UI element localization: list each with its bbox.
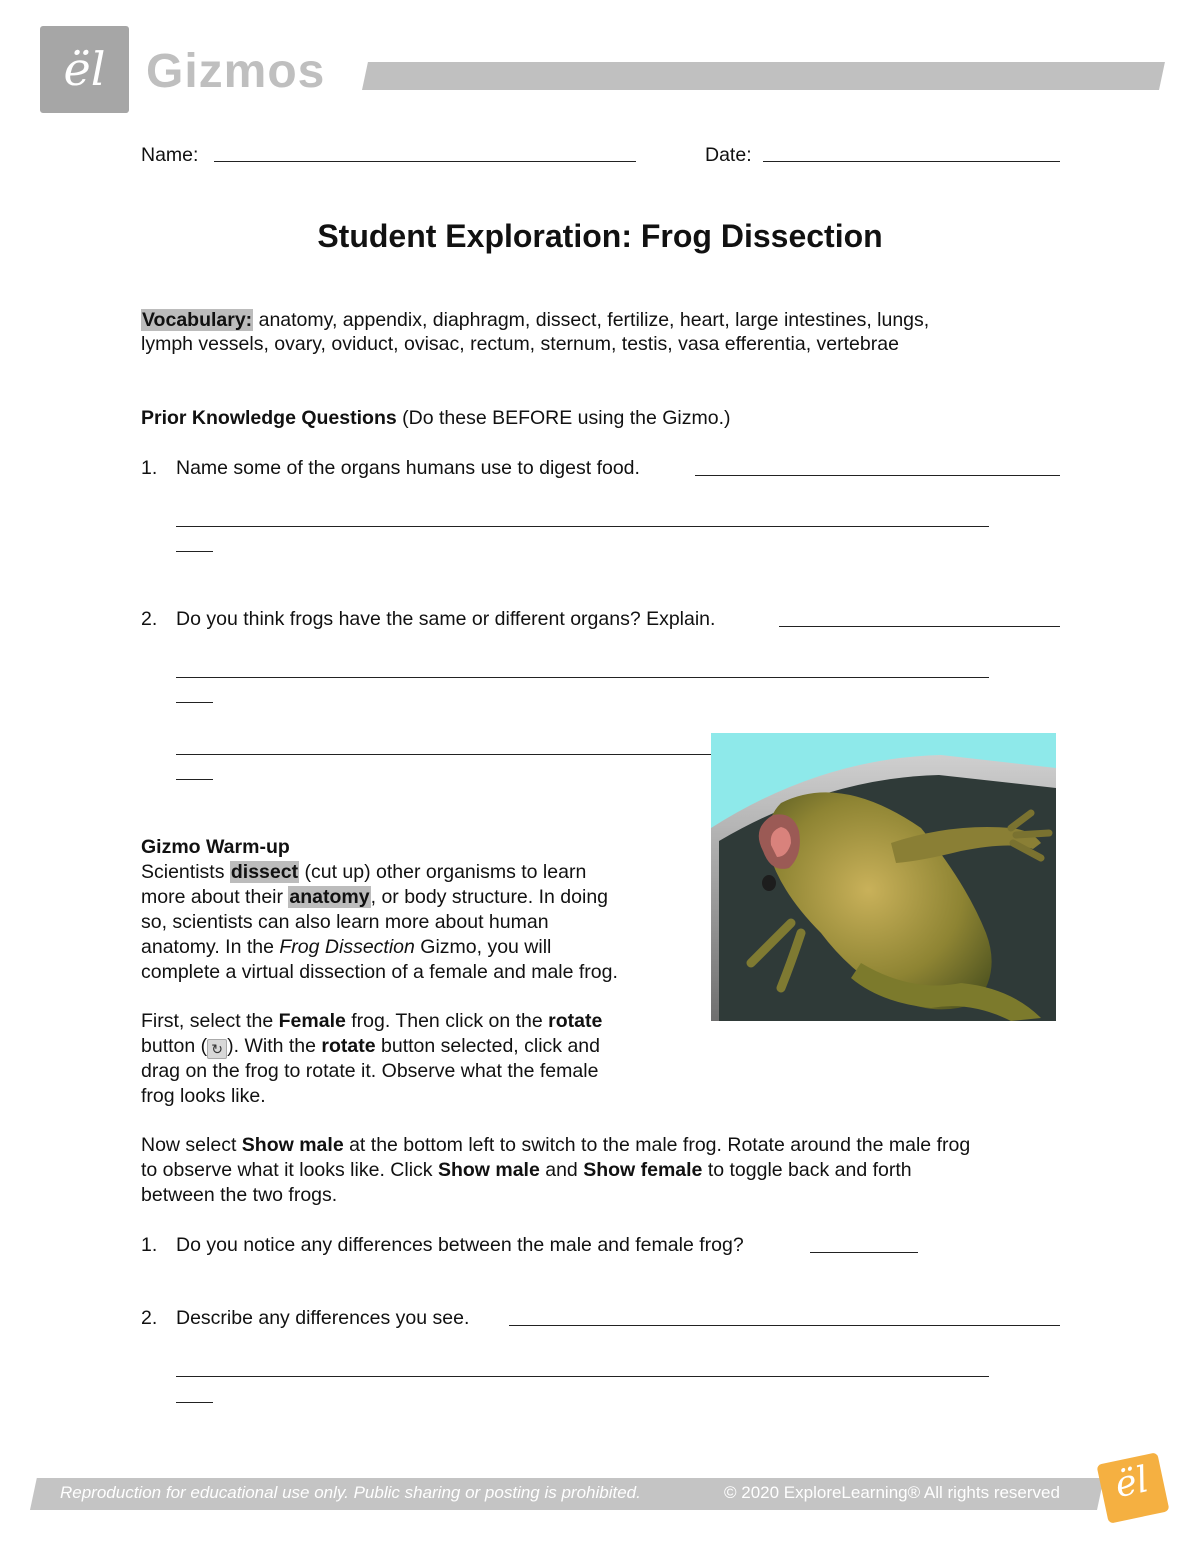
- vocabulary-line-2: lymph vessels, ovary, oviduct, ovisac, rectum, sternum, testis, vasa efferentia, vertebrae: [141, 333, 899, 355]
- footer-copyright: © 2020 ExploreLearning® All rights reserved: [724, 1483, 1060, 1502]
- pk-q2-answer-line-2[interactable]: [176, 677, 989, 678]
- pk-q2-text: Do you think frogs have the same or different organs? Explain.: [176, 608, 716, 630]
- pk-q1-answer-line-3[interactable]: [176, 551, 213, 552]
- warmup-q2-answer-line-3[interactable]: [176, 1402, 213, 1403]
- warmup-q2-answer-line-2[interactable]: [176, 1376, 989, 1377]
- logo: [40, 26, 129, 113]
- term-dissect: dissect: [230, 861, 299, 883]
- pk-q1-text: Name some of the organs humans use to digest food.: [176, 457, 640, 479]
- warmup-paragraph-3: Now select Show male at the bottom left to switch to the male frog. Rotate around the male frog to observe what it looks like. Click Show male and Show female to toggle back and forth between the two frogs.: [141, 1134, 971, 1206]
- term-anatomy: anatomy: [289, 886, 370, 908]
- pk-q2-number: 2.: [141, 608, 158, 630]
- warmup-paragraph-1: Scientists dissect (cut up) other organisms to learn more about their anatomy, or body structure. In doing so, scientists can also learn more about human anatomy. In the Frog Dissection Gizmo, you will complete a virtual dissection of a female and male frog.: [141, 861, 618, 983]
- name-field[interactable]: [214, 161, 636, 162]
- footer-disclaimer: Reproduction for educational use only. Public sharing or posting is prohibited.: [60, 1483, 641, 1502]
- vocabulary: [141, 308, 1081, 333]
- pk-q1-number: 1.: [141, 457, 158, 479]
- rotate-icon: ↻: [207, 1039, 227, 1059]
- gizmo-name: Frog Dissection: [279, 936, 415, 958]
- warmup-q1-number: 1.: [141, 1234, 158, 1256]
- explorelearning-badge: [1096, 1452, 1169, 1524]
- vocabulary-line-1: anatomy, appendix, diaphragm, dissect, fertilize, heart, large intestines, lungs,: [258, 309, 930, 331]
- pk-q2-answer-line-4[interactable]: [176, 754, 711, 755]
- warmup-q1-text: Do you notice any differences between the male and female frog?: [176, 1234, 744, 1256]
- warmup-q2-number: 2.: [141, 1307, 158, 1329]
- date-label: Date:: [705, 144, 752, 166]
- warmup-q2-answer-line-1[interactable]: [509, 1325, 1060, 1326]
- badge-glyph: ël: [1111, 1459, 1153, 1507]
- warmup-heading: Gizmo Warm-up: [141, 836, 290, 858]
- header-bar: [362, 62, 1165, 90]
- brand-name: Gizmos: [146, 45, 326, 98]
- pk-q2-answer-line-5[interactable]: [176, 779, 213, 780]
- warmup-q2-text: Describe any differences you see.: [176, 1307, 470, 1329]
- vocabulary-label: Vocabulary:: [142, 309, 253, 331]
- page-title: Student Exploration: Frog Dissection: [317, 218, 883, 254]
- frog-image: [711, 733, 1056, 1021]
- warmup-paragraph-2: First, select the Female frog. Then click on the rotate button ( ↻ ). With the rotate button selected, click and drag on the frog to rotate it. Observe what the female frog looks like.: [141, 1010, 603, 1107]
- prior-knowledge-note: (Do these BEFORE using the Gizmo.): [402, 407, 731, 429]
- pk-q1-answer-line-1[interactable]: [695, 475, 1060, 476]
- pk-q1-answer-line-2[interactable]: [176, 526, 989, 527]
- warmup-q1-answer-line[interactable]: [810, 1252, 918, 1253]
- date-field[interactable]: [763, 161, 1060, 162]
- pk-q2-answer-line-3[interactable]: [176, 702, 213, 703]
- prior-knowledge-title: Prior Knowledge Questions: [141, 407, 397, 429]
- logo-glyph: ël: [63, 42, 106, 96]
- pk-q2-answer-line-1[interactable]: [779, 626, 1060, 627]
- name-label: Name:: [141, 144, 199, 166]
- prior-knowledge-heading: [141, 406, 731, 431]
